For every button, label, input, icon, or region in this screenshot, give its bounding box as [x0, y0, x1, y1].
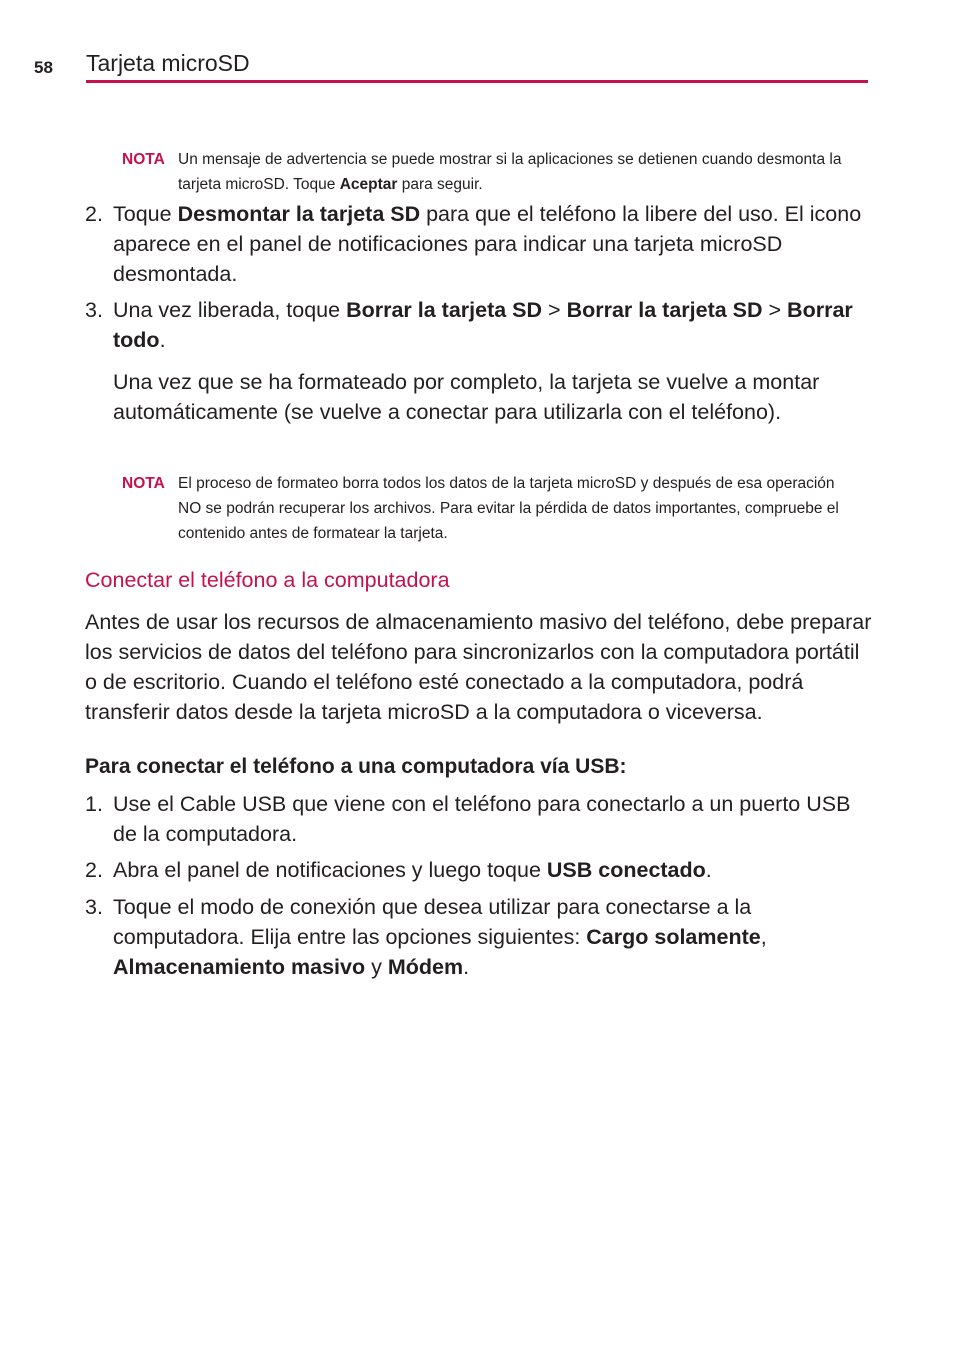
step-number: 1.: [85, 792, 103, 816]
note-format-warning: [122, 471, 842, 546]
step-unmount: [85, 199, 875, 289]
step-text: Una vez liberada, toque Borrar la tarjeta SD > Borrar la tarjeta SD > Borrar todo.: [113, 298, 853, 352]
usb-conectado-label: USB conectado: [546, 858, 706, 882]
header-rule: [86, 80, 868, 83]
step-erase: [85, 295, 875, 355]
aceptar-label: Aceptar: [339, 176, 398, 193]
section-heading: Conectar el teléfono a la computadora: [85, 568, 450, 592]
usb-step-1: [85, 789, 875, 849]
usb-step-3: [85, 892, 875, 982]
note-text: Un mensaje de advertencia se puede mostrar si la aplicaciones se detienen cuando desmonta la tarjeta microSD. Toque Aceptar para seguir.: [178, 151, 842, 193]
step-text: Toque el modo de conexión que desea utilizar para conectarse a la computadora. Elija entre las opciones siguientes: Cargo solamente, Almacenamiento masivo y Módem.: [113, 895, 767, 979]
note-text: El proceso de formateo borra todos los datos de la tarjeta microSD y después de esa operación NO se podrán recuperar los archivos. Para evitar la pérdida de datos importantes, compruebe el contenido antes de formatear la tarjeta.: [178, 475, 839, 542]
note-label: NOTA: [122, 475, 165, 492]
step-number: 2.: [85, 858, 103, 882]
format-paragraph: Una vez que se ha formateado por completo, la tarjeta se vuelve a montar automáticamente (se vuelve a conectar para utilizarla con el teléfono).: [113, 370, 820, 424]
usb-subheading: Para conectar el teléfono a una computadora vía USB:: [85, 755, 627, 778]
step-text: Toque Desmontar la tarjeta SD para que el teléfono la libere del uso. El icono aparece en el panel de notificaciones para indicar una tarjeta microSD desmontada.: [113, 202, 862, 286]
page-title: Tarjeta microSD: [86, 50, 250, 76]
step-text: Abra el panel de notificaciones y luego toque USB conectado.: [113, 858, 712, 882]
section-body: Antes de usar los recursos de almacenamiento masivo del teléfono, debe preparar los servicios de datos del teléfono para sincronizarlos con la computadora portátil o de escritorio. Cuando el teléfono esté conectado a la computadora, podrá transferir datos desde la tarjeta microSD a la computadora o viceversa.: [85, 610, 872, 724]
step-number: 2.: [85, 202, 103, 226]
step-text: Use el Cable USB que viene con el teléfono para conectarlo a un puerto USB de la computadora.: [113, 792, 851, 846]
step-number: 3.: [85, 298, 103, 322]
desmontar-label: Desmontar la tarjeta SD: [177, 202, 421, 226]
note-label: NOTA: [122, 151, 165, 168]
page-number: 58: [34, 58, 53, 77]
step-number: 3.: [85, 895, 103, 919]
note-unmount-warning: [122, 147, 842, 197]
usb-step-2: [85, 855, 875, 885]
